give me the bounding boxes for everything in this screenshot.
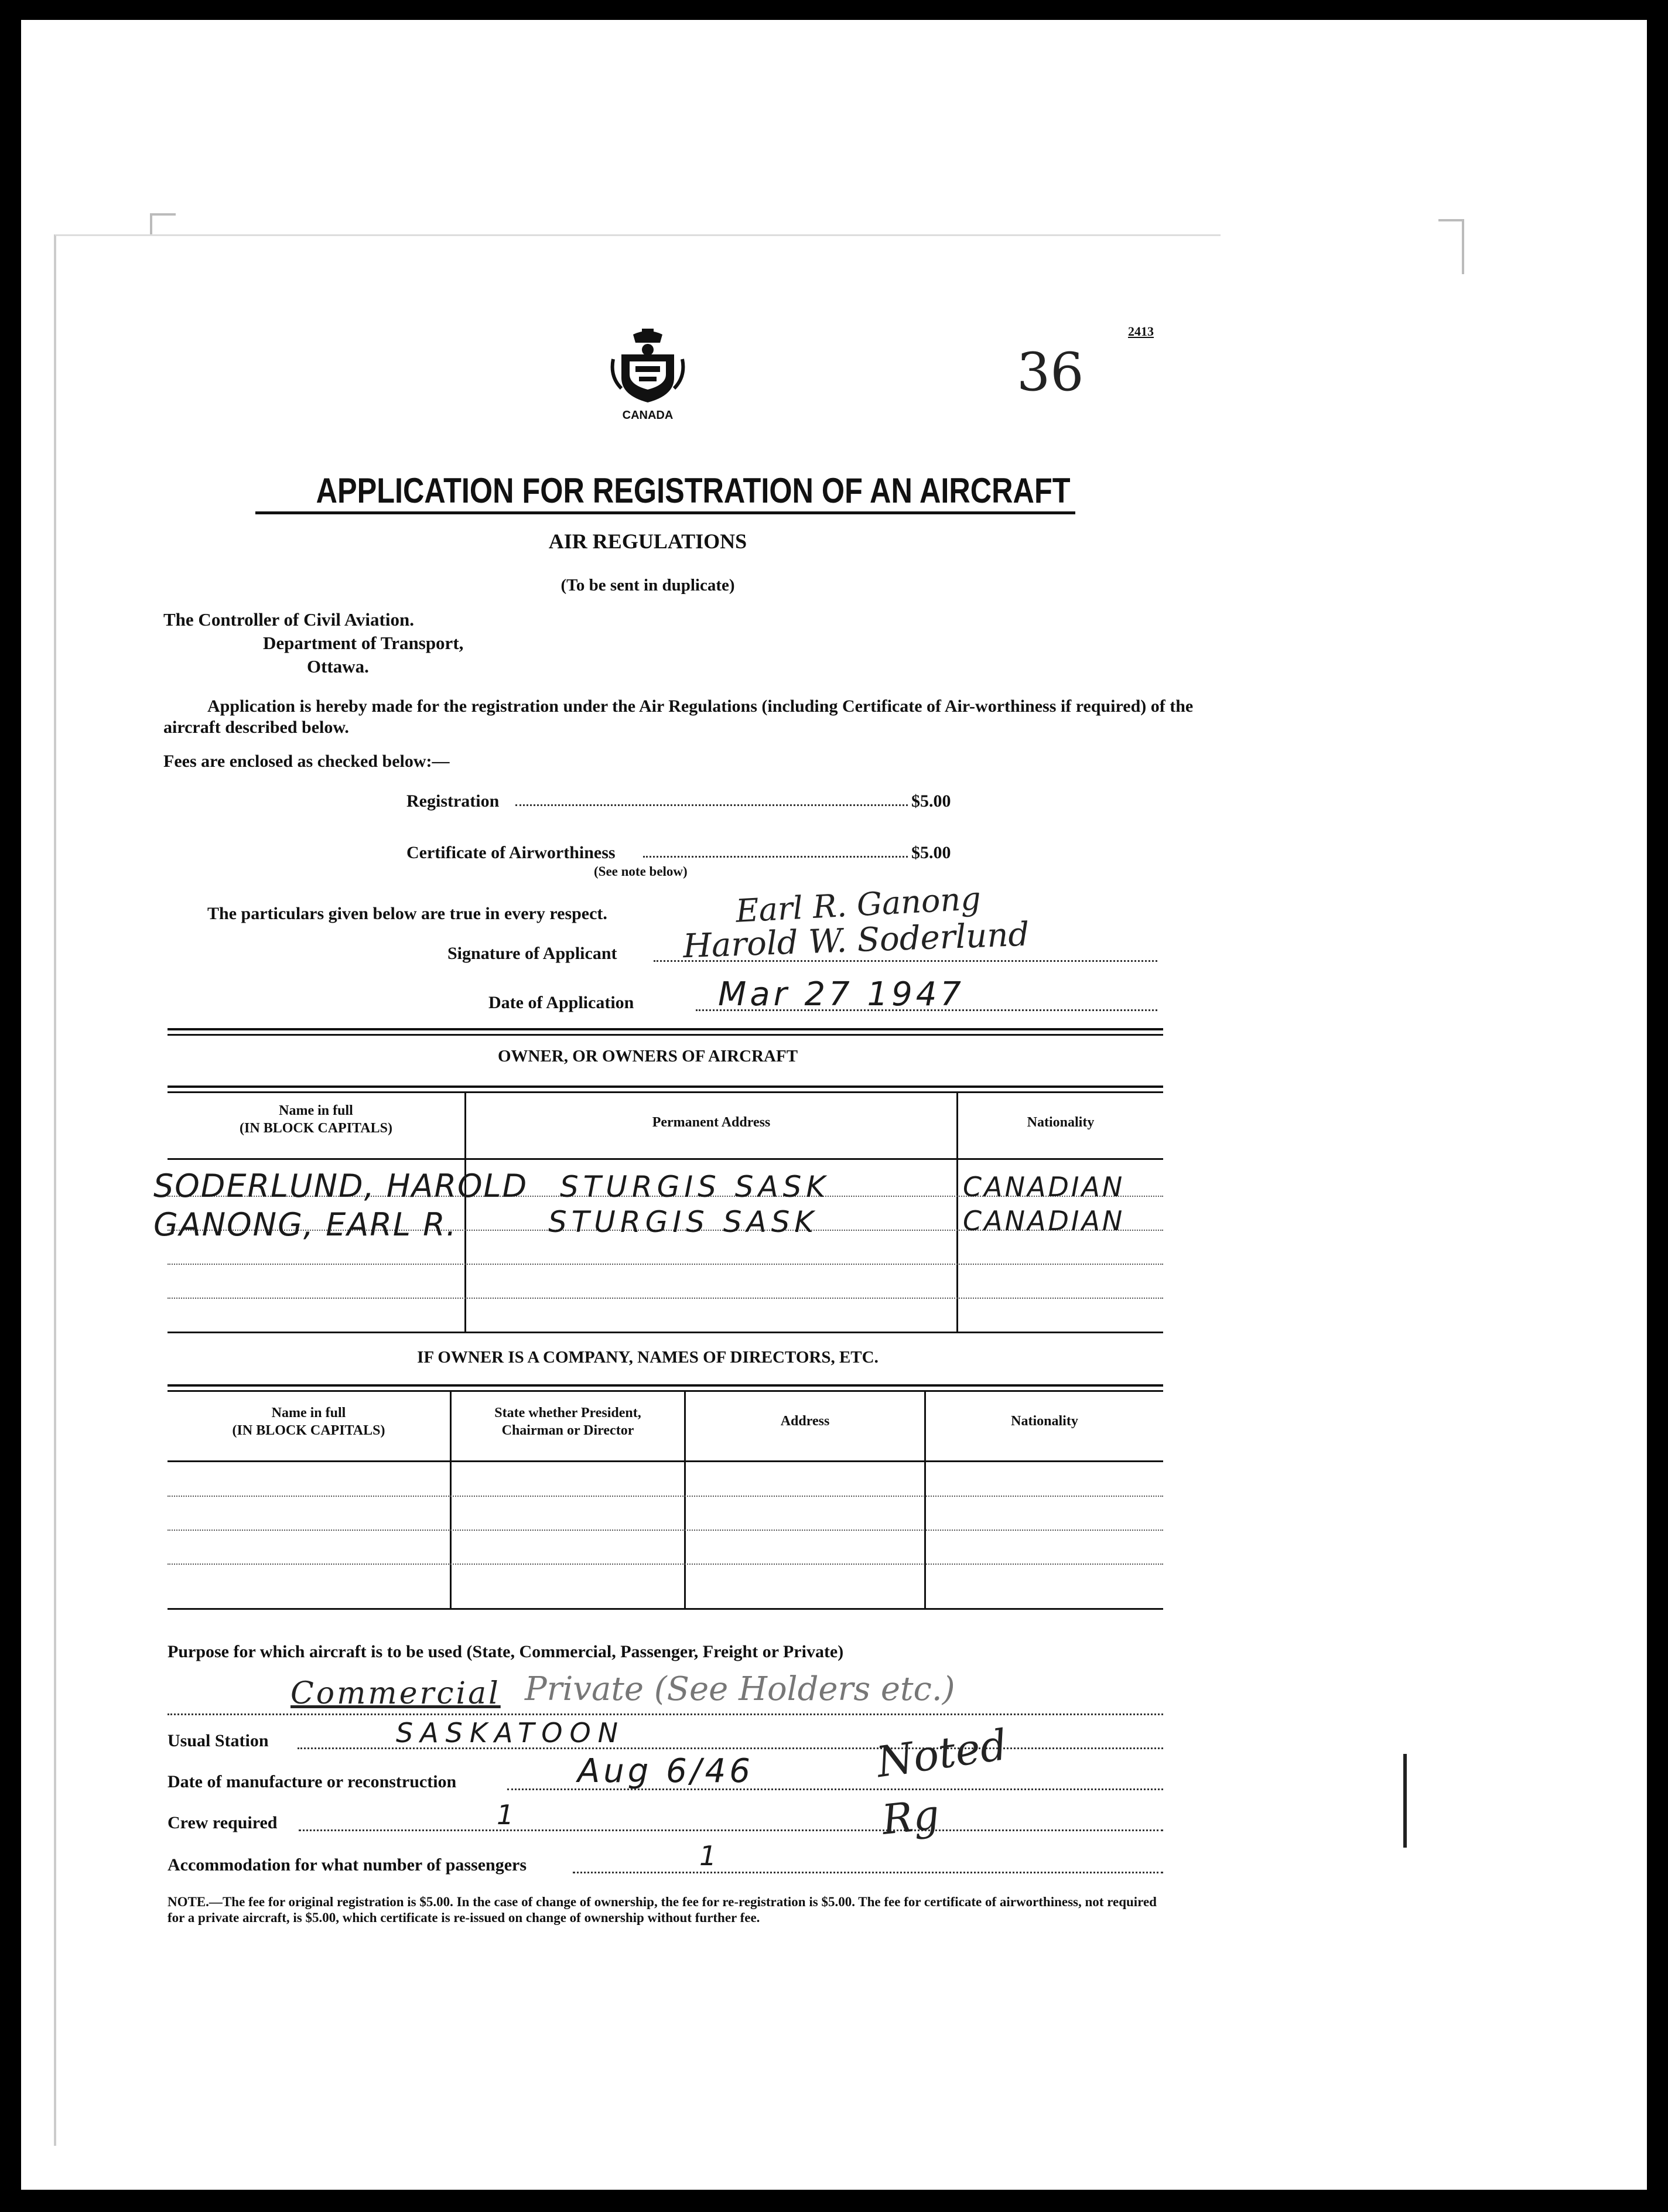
company-bottom-rule [168, 1608, 1163, 1610]
owners-col-name [168, 1102, 464, 1137]
registration-fee-amount: $5.00 [911, 791, 951, 811]
registration-fee-label: Registration [406, 791, 500, 811]
owner-1-address: STURGIS SASK [560, 1170, 830, 1204]
note-label: NOTE.— [168, 1894, 223, 1909]
owners-top-rule-2 [168, 1034, 1163, 1036]
airworthiness-fee-amount: $5.00 [911, 843, 951, 862]
margin-note-initials: Rg [879, 1790, 942, 1844]
owners-table-top-1 [168, 1085, 1163, 1088]
date-label: Date of Application [488, 993, 634, 1012]
addressee-line-3: Ottawa. [307, 656, 369, 677]
subtitle: AIR REGULATIONS [548, 530, 747, 553]
owners-bottom-rule [168, 1332, 1163, 1333]
company-header-rule [168, 1460, 1163, 1462]
company-row-line-3 [168, 1564, 1163, 1565]
signature-harold-soderlund: Harold W. Soderlund [682, 915, 1030, 966]
application-form [54, 234, 1221, 2146]
passengers-value: 1 [699, 1840, 720, 1872]
canada-crest [610, 324, 686, 422]
airworthiness-fee-dots [643, 856, 908, 858]
fee-note [168, 1894, 1163, 1926]
company-col-name-sub: (IN BLOCK CAPITALS) [232, 1423, 385, 1438]
page-mark: 36 [1017, 342, 1084, 403]
crest-icon [610, 324, 686, 406]
owners-col-address: Permanent Address [652, 1115, 771, 1130]
usual-station-value: SASKATOON [396, 1717, 626, 1749]
owners-header-rule [168, 1158, 1163, 1160]
company-col-nationality: Nationality [1011, 1414, 1078, 1429]
owner-1-nationality: CANADIAN [963, 1171, 1125, 1203]
registration-fee-dots [515, 804, 908, 806]
owners-col-nationality: Nationality [1027, 1115, 1095, 1130]
particulars-text: The particulars given below are true in every respect. [207, 904, 607, 923]
owners-heading: OWNER, OR OWNERS OF AIRCRAFT [497, 1047, 798, 1066]
crew-label: Crew required [168, 1813, 278, 1832]
company-col-name [168, 1404, 450, 1439]
company-col-name-label: Name in full [271, 1405, 346, 1421]
note-text: The fee for original registration is $5.00. In the case of change of ownership, the fee for re-registration is $5.00. The fee for certificate of airworthiness, not required for a private aircraft, is $5.00, which certificate is re-issued on change of ownership without further fee. [168, 1894, 1157, 1925]
manufacture-label: Date of manufacture or reconstruction [168, 1772, 457, 1791]
company-col-role-sub: Chairman or Director [501, 1423, 634, 1438]
owner-2-name: GANONG, EARL R. [153, 1206, 457, 1243]
owners-row-line-4 [168, 1298, 1163, 1299]
form-number: 2413 [1128, 324, 1154, 339]
purpose-handwritten: Private (See Holders etc.) [525, 1670, 955, 1708]
date-of-application: Mar 27 1947 [718, 975, 965, 1013]
owners-col-name-label: Name in full [279, 1103, 353, 1118]
owners-col-name-sub: (IN BLOCK CAPITALS) [240, 1121, 392, 1136]
owner-2-nationality: CANADIAN [963, 1205, 1125, 1237]
margin-note-noted: Noted [873, 1719, 1010, 1787]
purpose-label: Purpose for which aircraft is to be used (State, Commercial, Passenger, Freight or Private) [168, 1642, 844, 1661]
signature-earl-ganong: Earl R. Ganong [734, 880, 982, 930]
company-col-role [452, 1404, 684, 1439]
purpose-line [168, 1713, 1163, 1715]
airworthiness-fee-label: Certificate of Airworthiness [406, 843, 616, 862]
page-title: APPLICATION FOR REGISTRATION OF AN AIRCRAFT [316, 471, 1071, 510]
company-heading: IF OWNER IS A COMPANY, NAMES OF DIRECTORS, ETC. [417, 1348, 879, 1367]
purpose-value: Commercial [290, 1676, 501, 1711]
title-underline [255, 511, 1075, 514]
signature-label: Signature of Applicant [447, 944, 617, 963]
owners-top-rule-1 [168, 1028, 1163, 1030]
addressee-line-2: Department of Transport, [263, 633, 464, 653]
addressee-line-1: The Controller of Civil Aviation. [163, 609, 414, 630]
application-text: Application is hereby made for the registration under the Air Regulations (including Certificate of Air-worthiness if required) of the aircraft described below. [163, 697, 1194, 737]
company-col-address: Address [780, 1414, 830, 1429]
owner-2-address: STURGIS SASK [548, 1205, 819, 1239]
passengers-line [573, 1872, 1163, 1873]
company-row-line-1 [168, 1496, 1163, 1497]
margin-mark-right [1403, 1754, 1407, 1848]
company-col-role-label: State whether President, [494, 1405, 641, 1421]
owner-1-name: SODERLUND, HAROLD [153, 1168, 528, 1204]
corner-mark-top-right [1438, 219, 1464, 274]
manufacture-value: Aug 6/46 [577, 1752, 754, 1790]
company-table-top-1 [168, 1384, 1163, 1387]
usual-station-label: Usual Station [168, 1731, 269, 1750]
fees-heading: Fees are enclosed as checked below:— [163, 752, 450, 771]
passengers-label: Accommodation for what number of passengers [168, 1855, 527, 1875]
company-row-line-2 [168, 1530, 1163, 1531]
company-table-top-2 [168, 1390, 1163, 1392]
see-note: (See note below) [594, 864, 688, 879]
owners-row-line-3 [168, 1264, 1163, 1265]
crew-value: 1 [497, 1799, 518, 1831]
owners-table-top-2 [168, 1091, 1163, 1093]
duplicate-note: (To be sent in duplicate) [560, 576, 735, 595]
crew-line [299, 1829, 1163, 1831]
crest-label: CANADA [622, 409, 674, 422]
